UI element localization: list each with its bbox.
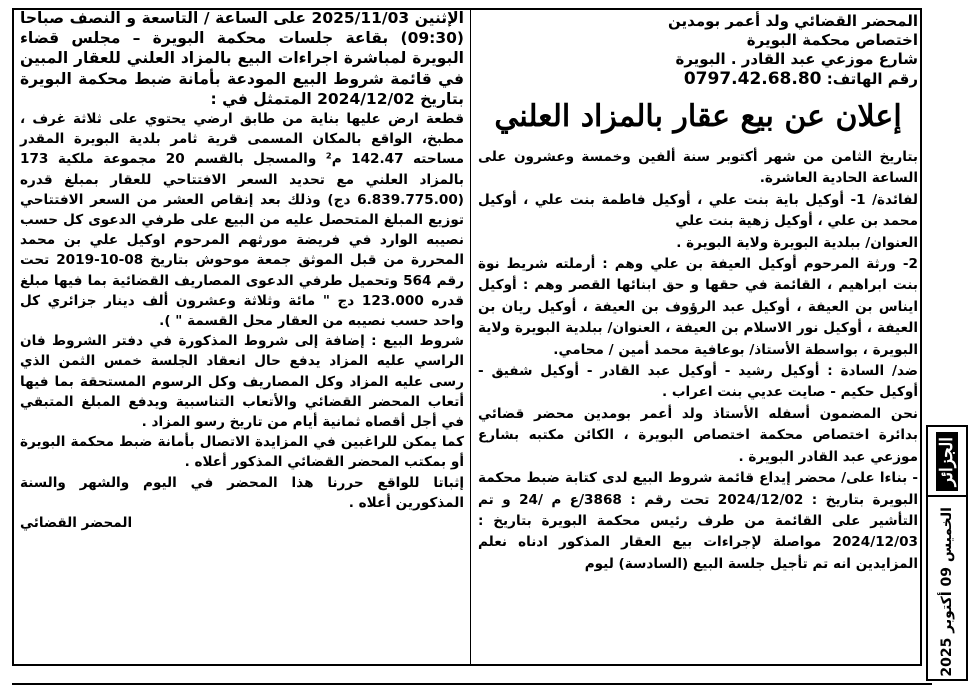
phone-number: 0797.42.68.80 <box>683 69 822 89</box>
right-body <box>478 147 918 575</box>
newspaper-logo <box>927 428 967 497</box>
issue-date: الخميس 09 أكتوبر 2025 <box>939 507 955 677</box>
newspaper-name: الجزائر <box>936 432 958 491</box>
property-paragraph: قطعة ارض عليها بناية من طابق ارضي يحتوي على ثلاثة غرف ، مطبخ، الواقع بالمكان المسمى قرية ثامر بلدية البويرة المقدر مساحته 142.47 م² والمسجل بالقسم 20 مجموعة ملكية 173 بالمزاد العلني مع تحديد السعر الافتتاحي للعقار بمبلغ قدره (6.839.775.00 دج) وذلك بعد إنقاص العشر من السعر الافتتاحي توزيع المبلغ المتحصل عليه من البيع على طرفي الدعوى كل حسب نصيبه الوارد في فريضة مورثهم المرحوم اوكيل علي بن محمد المحررة من قبل الموثق جمعة موحوش بتاريخ 08-10-2019 تحت رقم 564 وتحميل طرفي الدعوى المصاريف القضائية بما فيها مبلغ قدره 123.000 دج " مائة وثلاثة وعشرون ألف دينار جزائري كل واحد حسب نصيبه من العقار محل القسمة " ). <box>20 111 464 330</box>
bailiff-paragraph: نحن المضمون أسفله الأستاذ ولد أعمر بومدين محضر قضائي بدائرة اختصاص محكمة اختصاص البويرة ، الكائن مكتبه بشارع موزعي عبد القادر البويرة . <box>478 405 918 465</box>
right-column <box>478 8 918 575</box>
heirs-paragraph: 2- ورثة المرحوم أوكيل العيفة بن علي وهم : أرملته شريط نوة بنت ابراهيم ، القائمة في حقها و حق ابنائها القصر وهم : أوكيل ايناس بن العيفة ، أوكيل عبد الرؤوف بن العيفة ، أوكيل ريان بن العيفة ، أوكيل نور الاسلام بن العيفة ، العنوان/ ببلدية البويرة ولاية البويرة ، بواسطة الأستاذ/ بوعافية محمد أمين / محامي. <box>478 256 918 358</box>
phone-row <box>478 69 918 89</box>
beneficiaries-address: العنوان/ ببلدية البويرة ولاية البويرة . <box>676 234 918 251</box>
beneficiaries-paragraph: لفائدة/ 1- أوكيل باية بنت علي ، أوكيل فاطمة بنت علي ، أوكيل محمد بن علي ، أوكيل زهية بنت علي <box>478 191 919 230</box>
closing-statement: إثباتا للواقع حررنا هذا المحضر في اليوم والشهر والسنة المذكورين أعلاه . <box>20 474 464 511</box>
contact-paragraph: كما يمكن للراغبين في المزايدة الاتصال بأمانة ضبط محكمة البويرة أو بمكتب المحضر القضائي المذكور أعلاه . <box>20 434 464 471</box>
signature-row <box>20 513 464 533</box>
sale-conditions-paragraph: شروط البيع : إضافة إلى شروط المذكورة في دفتر الشروط فان الراسي عليه المزاد يدفع حال انعقاد الجلسة خمس الثمن الذي رسى عليه المزاد وكل المصاريف وكل الرسوم المستحقة بما فيها أتعاب المحضر القضائي والأتعاب التناسبية ويدفع المبلغ المتبقي في أجل أقصاه ثمانية أيام من تاريخ رسو المزاد . <box>20 333 464 431</box>
bailiff-name: المحضر القضائي ولد أعمر بومدين <box>668 12 918 30</box>
closing-row <box>20 473 464 513</box>
column-divider <box>470 8 471 666</box>
session-paragraph: الإثنين 2025/11/03 على الساعة / التاسعة و النصف صباحا (09:30) بقاعة جلسات محكمة البويرة – مجلس قضاء البويرة لمباشرة اجراءات البيع بالمزاد العلني للعقار المبين في قائمة شروط البيع المودعة بأمانة ضبط محكمة البويرة بتاريخ 2024/12/02 المتمثل في : <box>20 9 464 108</box>
signature: المحضر القضائي <box>20 515 133 532</box>
left-column <box>20 8 464 533</box>
defendants-paragraph: ضد/ السادة : أوكيل رشيد - أوكيل عبد القادر - أوكيل شفيق - أوكيل حكيم - صايت عديي بنت اعراب . <box>478 363 918 401</box>
side-tab-content <box>927 428 967 678</box>
announcement-title: إعلان عن بيع عقار بالمزاد العلني <box>494 99 902 134</box>
bailiff-header <box>478 12 918 89</box>
deposit-paragraph: - بناءا على/ محضر إيداع قائمة شروط البيع لدى كتابة ضبط محكمة البويرة بتاريخ : 2024/12/02 تحت رقم : 3868/ع م /24 و تم التأشير على القائمة من طرف رئيس محكمة البويرة بتاريخ : 2024/12/03 مواصلة لإجراءات بيع العقار المذكور ادناه نعلم المزايدين انه تم تأجيل جلسة البيع (السادسة) ليوم <box>478 470 918 572</box>
bottom-rule <box>12 683 932 685</box>
left-body <box>20 8 464 533</box>
phone-label: رقم الهاتف: <box>826 70 918 88</box>
bailiff-address: شارع موزعي عبد القادر . البويرة <box>675 50 918 68</box>
bailiff-jurisdiction: اختصاص محكمة البويرة <box>746 31 918 49</box>
side-tab <box>926 425 968 681</box>
date-paragraph: بتاريخ الثامن من شهر أكتوبر سنة ألفين وخمسة وعشرون على الساعة الحادية العاشرة. <box>478 149 918 187</box>
